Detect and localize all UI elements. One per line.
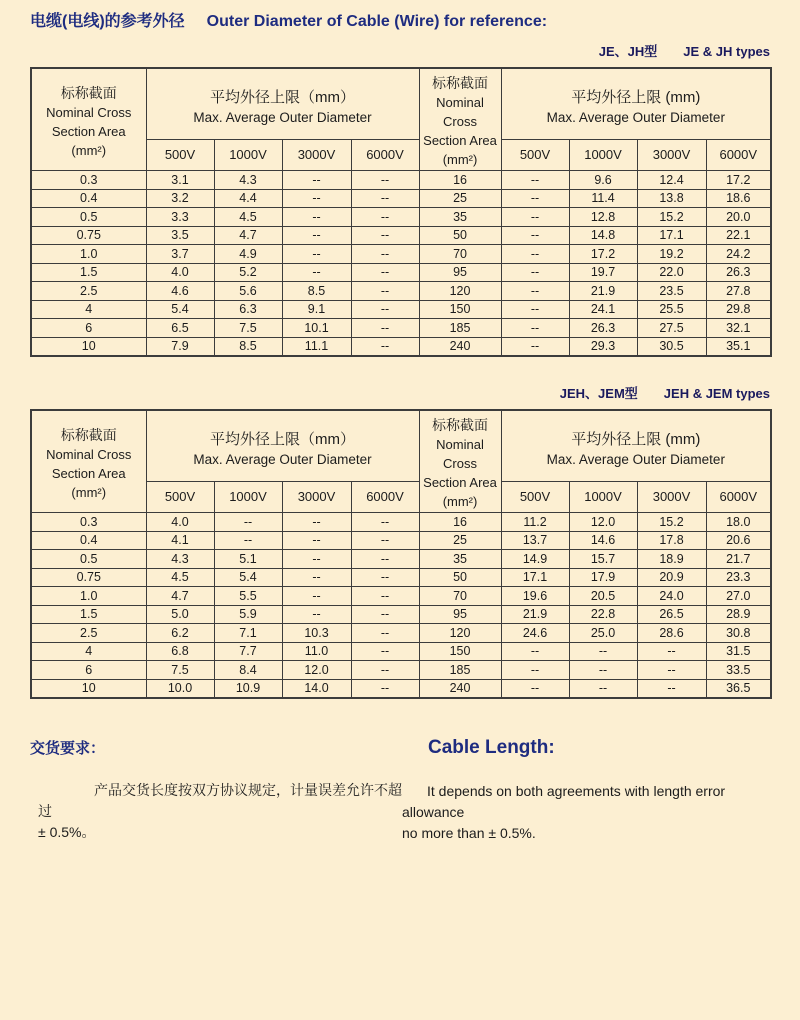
nominal-en2: Section Area: [51, 465, 126, 481]
table-row: [31, 624, 771, 643]
nominal-cell: 35: [419, 550, 501, 569]
nominal-cell: 0.5: [31, 550, 146, 569]
nominal-cell: 95: [419, 263, 501, 282]
diameter-cell: 11.0: [282, 642, 351, 661]
diameter-cell: --: [351, 605, 419, 624]
nominal-header-left: [31, 68, 146, 171]
diameter-cell: 4.0: [146, 263, 214, 282]
nominal-cell: 35: [419, 208, 501, 227]
nominal-cell: 70: [419, 245, 501, 264]
diameter-cell: 4.0: [146, 513, 214, 532]
cable-length-line2: no more than ± 0.5%.: [402, 825, 536, 841]
diameter-cell: --: [501, 245, 569, 264]
diameter-cell: --: [351, 513, 419, 532]
diameter-cell: 19.7: [569, 263, 637, 282]
diameter-cell: 7.5: [214, 319, 282, 338]
table-row: [31, 189, 771, 208]
diameter-cell: 17.9: [569, 568, 637, 587]
table-row: [31, 245, 771, 264]
diameter-cell: --: [282, 587, 351, 606]
diameter-cell: --: [351, 263, 419, 282]
diameter-cell: 15.2: [637, 208, 706, 227]
nominal-cell: 0.5: [31, 208, 146, 227]
diameter-zh: 平均外径上限 (mm): [571, 88, 701, 106]
nominal-cell: 1.0: [31, 587, 146, 606]
diameter-cell: 12.8: [569, 208, 637, 227]
diameter-cell: 6.3: [214, 300, 282, 319]
delivery-line2: ± 0.5%。: [38, 824, 96, 840]
diameter-cell: 4.6: [146, 282, 214, 301]
diameter-cell: --: [637, 661, 706, 680]
diameter-cell: --: [637, 679, 706, 698]
diameter-en: Max. Average Outer Diameter: [546, 109, 725, 125]
diameter-cell: --: [351, 531, 419, 550]
diameter-header-left: [146, 410, 419, 481]
diameter-header-right: [501, 68, 771, 139]
diameter-cell: 10.3: [282, 624, 351, 643]
diameter-cell: 30.8: [706, 624, 771, 643]
table-row: [31, 642, 771, 661]
diameter-cell: 29.3: [569, 337, 637, 356]
diameter-cell: --: [282, 568, 351, 587]
nominal-zh: 标称截面: [60, 84, 117, 101]
nominal-cell: 2.5: [31, 624, 146, 643]
nominal-cell: 0.75: [31, 568, 146, 587]
diameter-cell: --: [501, 208, 569, 227]
diameter-cell: --: [569, 679, 637, 698]
diameter-cell: --: [501, 189, 569, 208]
diameter-cell: 13.7: [501, 531, 569, 550]
table-row: [31, 171, 771, 190]
diameter-cell: --: [351, 642, 419, 661]
table-body: [31, 171, 771, 357]
diameter-cell: 14.9: [501, 550, 569, 569]
diameter-cell: 4.7: [214, 226, 282, 245]
diameter-cell: 17.2: [569, 245, 637, 264]
diameter-cell: 24.1: [569, 300, 637, 319]
nominal-cell: 50: [419, 568, 501, 587]
table-row: [31, 319, 771, 338]
diameter-cell: 4.3: [146, 550, 214, 569]
voltage-header: 1000V: [214, 139, 282, 170]
diameter-cell: --: [282, 226, 351, 245]
nominal-cell: 95: [419, 605, 501, 624]
nominal-cell: 70: [419, 587, 501, 606]
type-label-zh: JE、JH型: [598, 44, 658, 59]
table-row: [31, 531, 771, 550]
diameter-cell: 19.2: [637, 245, 706, 264]
nominal-cell: 1.5: [31, 605, 146, 624]
nominal-header-right: [419, 410, 501, 513]
diameter-cell: --: [501, 642, 569, 661]
diameter-cell: 8.5: [282, 282, 351, 301]
diameter-cell: --: [351, 171, 419, 190]
table-row: [31, 208, 771, 227]
nominal-cell: 16: [419, 171, 501, 190]
table-row: [31, 337, 771, 356]
diameter-cell: --: [282, 208, 351, 227]
voltage-header: 6000V: [351, 139, 419, 170]
diameter-cell: 17.1: [501, 568, 569, 587]
nominal-en1: Nominal Cross: [46, 104, 132, 120]
diameter-cell: 22.0: [637, 263, 706, 282]
diameter-cell: --: [282, 263, 351, 282]
nominal-cell: 6: [31, 319, 146, 338]
diameter-cell: 10.9: [214, 679, 282, 698]
diameter-cell: 27.0: [706, 587, 771, 606]
diameter-cell: 15.2: [637, 513, 706, 532]
diameter-cell: 21.9: [569, 282, 637, 301]
diameter-cell: 4.1: [146, 531, 214, 550]
nominal-unit: (mm²): [442, 494, 478, 509]
delivery-line1: 产品交货长度按双方协议规定，计量误差允许不超过: [38, 782, 402, 819]
nominal-cell: 4: [31, 642, 146, 661]
diameter-cell: 5.4: [214, 568, 282, 587]
nominal-en2: Section Area: [423, 133, 497, 148]
diameter-cell: 4.5: [214, 208, 282, 227]
diameter-cell: 11.2: [501, 513, 569, 532]
diameter-cell: 26.5: [637, 605, 706, 624]
voltage-header: 1000V: [214, 481, 282, 512]
diameter-en: Max. Average Outer Diameter: [193, 451, 372, 467]
nominal-cell: 10: [31, 337, 146, 356]
nominal-cell: 25: [419, 189, 501, 208]
diameter-cell: --: [569, 642, 637, 661]
table-header: [31, 68, 771, 171]
diameter-cell: 24.2: [706, 245, 771, 264]
diameter-cell: 26.3: [706, 263, 771, 282]
diameter-header-left: [146, 68, 419, 139]
voltage-header: 3000V: [282, 139, 351, 170]
nominal-cell: 1.5: [31, 263, 146, 282]
diameter-cell: 3.2: [146, 189, 214, 208]
diameter-cell: 26.3: [569, 319, 637, 338]
diameter-cell: 27.5: [637, 319, 706, 338]
diameter-cell: 11.4: [569, 189, 637, 208]
diameter-cell: 20.9: [637, 568, 706, 587]
diameter-cell: --: [501, 661, 569, 680]
page-title-en: Outer Diameter of Cable (Wire) for reference:: [206, 13, 548, 30]
table-row: [31, 226, 771, 245]
nominal-cell: 240: [419, 679, 501, 698]
diameter-cell: --: [282, 531, 351, 550]
diameter-cell: --: [351, 587, 419, 606]
diameter-cell: 6.8: [146, 642, 214, 661]
type-label-je-jh: [30, 41, 770, 60]
diameter-cell: 25.0: [569, 624, 637, 643]
diameter-cell: 10.0: [146, 679, 214, 698]
nominal-cell: 0.4: [31, 189, 146, 208]
diameter-cell: 17.2: [706, 171, 771, 190]
type-label-zh: JEH、JEM型: [559, 386, 638, 401]
diameter-cell: 18.0: [706, 513, 771, 532]
diameter-cell: 7.9: [146, 337, 214, 356]
nominal-cell: 120: [419, 282, 501, 301]
diameter-cell: 15.7: [569, 550, 637, 569]
diameter-cell: 19.6: [501, 587, 569, 606]
nominal-cell: 240: [419, 337, 501, 356]
diameter-cell: 13.8: [637, 189, 706, 208]
diameter-cell: 20.0: [706, 208, 771, 227]
voltage-header: 3000V: [282, 481, 351, 512]
voltage-header: 500V: [146, 481, 214, 512]
diameter-cell: 24.6: [501, 624, 569, 643]
diameter-cell: --: [637, 642, 706, 661]
page-title-zh: 电缆(电线)的参考外径: [30, 13, 185, 30]
table-row: [31, 568, 771, 587]
diameter-cell: --: [351, 550, 419, 569]
nominal-cell: 185: [419, 319, 501, 338]
table-row: [31, 282, 771, 301]
diameter-cell: 8.4: [214, 661, 282, 680]
nominal-zh: 标称截面: [60, 426, 117, 443]
diameter-cell: --: [351, 568, 419, 587]
diameter-cell: 8.5: [214, 337, 282, 356]
diameter-cell: --: [351, 624, 419, 643]
diameter-cell: 18.9: [637, 550, 706, 569]
diameter-cell: 5.5: [214, 587, 282, 606]
diameter-cell: 30.5: [637, 337, 706, 356]
table-row: [31, 513, 771, 532]
diameter-cell: --: [282, 550, 351, 569]
nominal-zh: 标称截面: [432, 417, 489, 433]
diameter-cell: 5.0: [146, 605, 214, 624]
diameter-cell: --: [501, 337, 569, 356]
nominal-cell: 10: [31, 679, 146, 698]
diameter-cell: 4.3: [214, 171, 282, 190]
diameter-cell: 4.7: [146, 587, 214, 606]
cable-length-line1: It depends on both agreements with length error allowance: [402, 783, 726, 820]
diameter-cell: 14.0: [282, 679, 351, 698]
cable-length-text: [402, 781, 770, 844]
nominal-cell: 120: [419, 624, 501, 643]
diameter-cell: 3.7: [146, 245, 214, 264]
diameter-cell: --: [351, 245, 419, 264]
diameter-cell: 20.5: [569, 587, 637, 606]
type-label-en: JE & JH types: [683, 44, 770, 59]
diameter-cell: --: [282, 171, 351, 190]
diameter-cell: --: [351, 661, 419, 680]
diameter-cell: --: [501, 226, 569, 245]
diameter-cell: 35.1: [706, 337, 771, 356]
nominal-cell: 150: [419, 300, 501, 319]
diameter-cell: 5.2: [214, 263, 282, 282]
delivery-requirements-section: [30, 737, 402, 844]
diameter-cell: --: [501, 263, 569, 282]
diameter-cell: 25.5: [637, 300, 706, 319]
diameter-cell: --: [501, 282, 569, 301]
diameter-cell: --: [282, 245, 351, 264]
diameter-cell: 29.8: [706, 300, 771, 319]
diameter-cell: 3.3: [146, 208, 214, 227]
voltage-header: 3000V: [637, 481, 706, 512]
nominal-en1: Nominal Cross: [436, 95, 484, 129]
diameter-header-right: [501, 410, 771, 481]
diameter-cell: 22.8: [569, 605, 637, 624]
nominal-cell: 4: [31, 300, 146, 319]
diameter-cell: 27.8: [706, 282, 771, 301]
nominal-cell: 1.0: [31, 245, 146, 264]
cable-length-heading: Cable Length:: [428, 737, 555, 758]
diameter-cell: 12.4: [637, 171, 706, 190]
voltage-header: 6000V: [706, 481, 771, 512]
nominal-cell: 150: [419, 642, 501, 661]
table-row: [31, 661, 771, 680]
nominal-cell: 25: [419, 531, 501, 550]
table-header: [31, 410, 771, 513]
diameter-cell: 32.1: [706, 319, 771, 338]
nominal-unit: (mm²): [71, 484, 107, 500]
diameter-cell: 23.3: [706, 568, 771, 587]
diameter-cell: 5.4: [146, 300, 214, 319]
diameter-cell: 31.5: [706, 642, 771, 661]
diameter-cell: --: [214, 531, 282, 550]
diameter-cell: 4.4: [214, 189, 282, 208]
diameter-zh: 平均外径上限 (mm): [571, 430, 701, 448]
nominal-en1: Nominal Cross: [46, 446, 132, 462]
diameter-cell: --: [351, 337, 419, 356]
cable-length-section: [402, 737, 770, 844]
diameter-cell: --: [282, 605, 351, 624]
diameter-cell: 7.5: [146, 661, 214, 680]
diameter-cell: 33.5: [706, 661, 771, 680]
diameter-cell: 18.6: [706, 189, 771, 208]
type-label-jeh-jem: [30, 383, 770, 402]
diameter-cell: --: [351, 208, 419, 227]
diameter-zh: 平均外径上限（mm）: [210, 430, 355, 448]
nominal-en1: Nominal Cross: [436, 437, 484, 471]
diameter-cell: 28.6: [637, 624, 706, 643]
diameter-cell: 12.0: [569, 513, 637, 532]
diameter-cell: 6.2: [146, 624, 214, 643]
nominal-en2: Section Area: [51, 123, 126, 139]
diameter-en: Max. Average Outer Diameter: [546, 451, 725, 467]
diameter-cell: 11.1: [282, 337, 351, 356]
diameter-cell: --: [351, 319, 419, 338]
diameter-cell: 20.6: [706, 531, 771, 550]
diameter-cell: 24.0: [637, 587, 706, 606]
diameter-cell: 17.8: [637, 531, 706, 550]
diameter-cell: 21.9: [501, 605, 569, 624]
voltage-header: 1000V: [569, 139, 637, 170]
delivery-requirements-heading: 交货要求：: [30, 740, 106, 757]
diameter-cell: 28.9: [706, 605, 771, 624]
diameter-cell: 7.1: [214, 624, 282, 643]
nominal-cell: 0.3: [31, 171, 146, 190]
diameter-cell: --: [282, 513, 351, 532]
diameter-cell: 36.5: [706, 679, 771, 698]
nominal-cell: 0.75: [31, 226, 146, 245]
nominal-cell: 2.5: [31, 282, 146, 301]
table-row: [31, 550, 771, 569]
diameter-cell: 17.1: [637, 226, 706, 245]
diameter-cell: 6.5: [146, 319, 214, 338]
diameter-cell: --: [351, 300, 419, 319]
diameter-cell: --: [351, 189, 419, 208]
nominal-cell: 50: [419, 226, 501, 245]
footer-notes: [30, 737, 770, 844]
page-title: [30, 8, 770, 31]
table-row: [31, 679, 771, 698]
diameter-cell: --: [351, 679, 419, 698]
diameter-cell: 10.1: [282, 319, 351, 338]
voltage-header: 500V: [146, 139, 214, 170]
diameter-cell: 23.5: [637, 282, 706, 301]
diameter-cell: 14.6: [569, 531, 637, 550]
nominal-unit: (mm²): [71, 142, 107, 158]
nominal-cell: 6: [31, 661, 146, 680]
diameter-cell: --: [501, 171, 569, 190]
table-row: [31, 300, 771, 319]
diameter-cell: --: [214, 513, 282, 532]
nominal-cell: 185: [419, 661, 501, 680]
diameter-zh: 平均外径上限（mm）: [210, 88, 355, 106]
jeh-jem-table: [30, 409, 772, 699]
diameter-cell: --: [501, 319, 569, 338]
diameter-cell: 9.6: [569, 171, 637, 190]
diameter-en: Max. Average Outer Diameter: [193, 109, 372, 125]
nominal-en2: Section Area: [423, 475, 497, 490]
diameter-cell: 22.1: [706, 226, 771, 245]
nominal-header-left: [31, 410, 146, 513]
diameter-cell: --: [351, 226, 419, 245]
voltage-header: 500V: [501, 481, 569, 512]
diameter-cell: --: [569, 661, 637, 680]
diameter-cell: 5.6: [214, 282, 282, 301]
voltage-header: 6000V: [351, 481, 419, 512]
diameter-cell: 5.1: [214, 550, 282, 569]
voltage-header: 3000V: [637, 139, 706, 170]
diameter-cell: 5.9: [214, 605, 282, 624]
nominal-unit: (mm²): [442, 152, 478, 167]
type-label-en: JEH & JEM types: [663, 386, 770, 401]
diameter-cell: 3.1: [146, 171, 214, 190]
voltage-header: 6000V: [706, 139, 771, 170]
nominal-cell: 0.4: [31, 531, 146, 550]
table-row: [31, 263, 771, 282]
nominal-zh: 标称截面: [432, 75, 489, 91]
je-jh-table: [30, 67, 772, 357]
voltage-header: 1000V: [569, 481, 637, 512]
table-row: [31, 605, 771, 624]
diameter-cell: 9.1: [282, 300, 351, 319]
diameter-cell: 4.9: [214, 245, 282, 264]
delivery-requirements-text: [30, 780, 402, 843]
diameter-cell: --: [501, 300, 569, 319]
nominal-cell: 16: [419, 513, 501, 532]
nominal-header-right: [419, 68, 501, 171]
diameter-cell: --: [501, 679, 569, 698]
diameter-cell: --: [351, 282, 419, 301]
diameter-cell: 3.5: [146, 226, 214, 245]
nominal-cell: 0.3: [31, 513, 146, 532]
table-row: [31, 587, 771, 606]
voltage-header: 500V: [501, 139, 569, 170]
diameter-cell: --: [282, 189, 351, 208]
diameter-cell: 21.7: [706, 550, 771, 569]
diameter-cell: 12.0: [282, 661, 351, 680]
diameter-cell: 14.8: [569, 226, 637, 245]
diameter-cell: 7.7: [214, 642, 282, 661]
table-body: [31, 513, 771, 699]
diameter-cell: 4.5: [146, 568, 214, 587]
